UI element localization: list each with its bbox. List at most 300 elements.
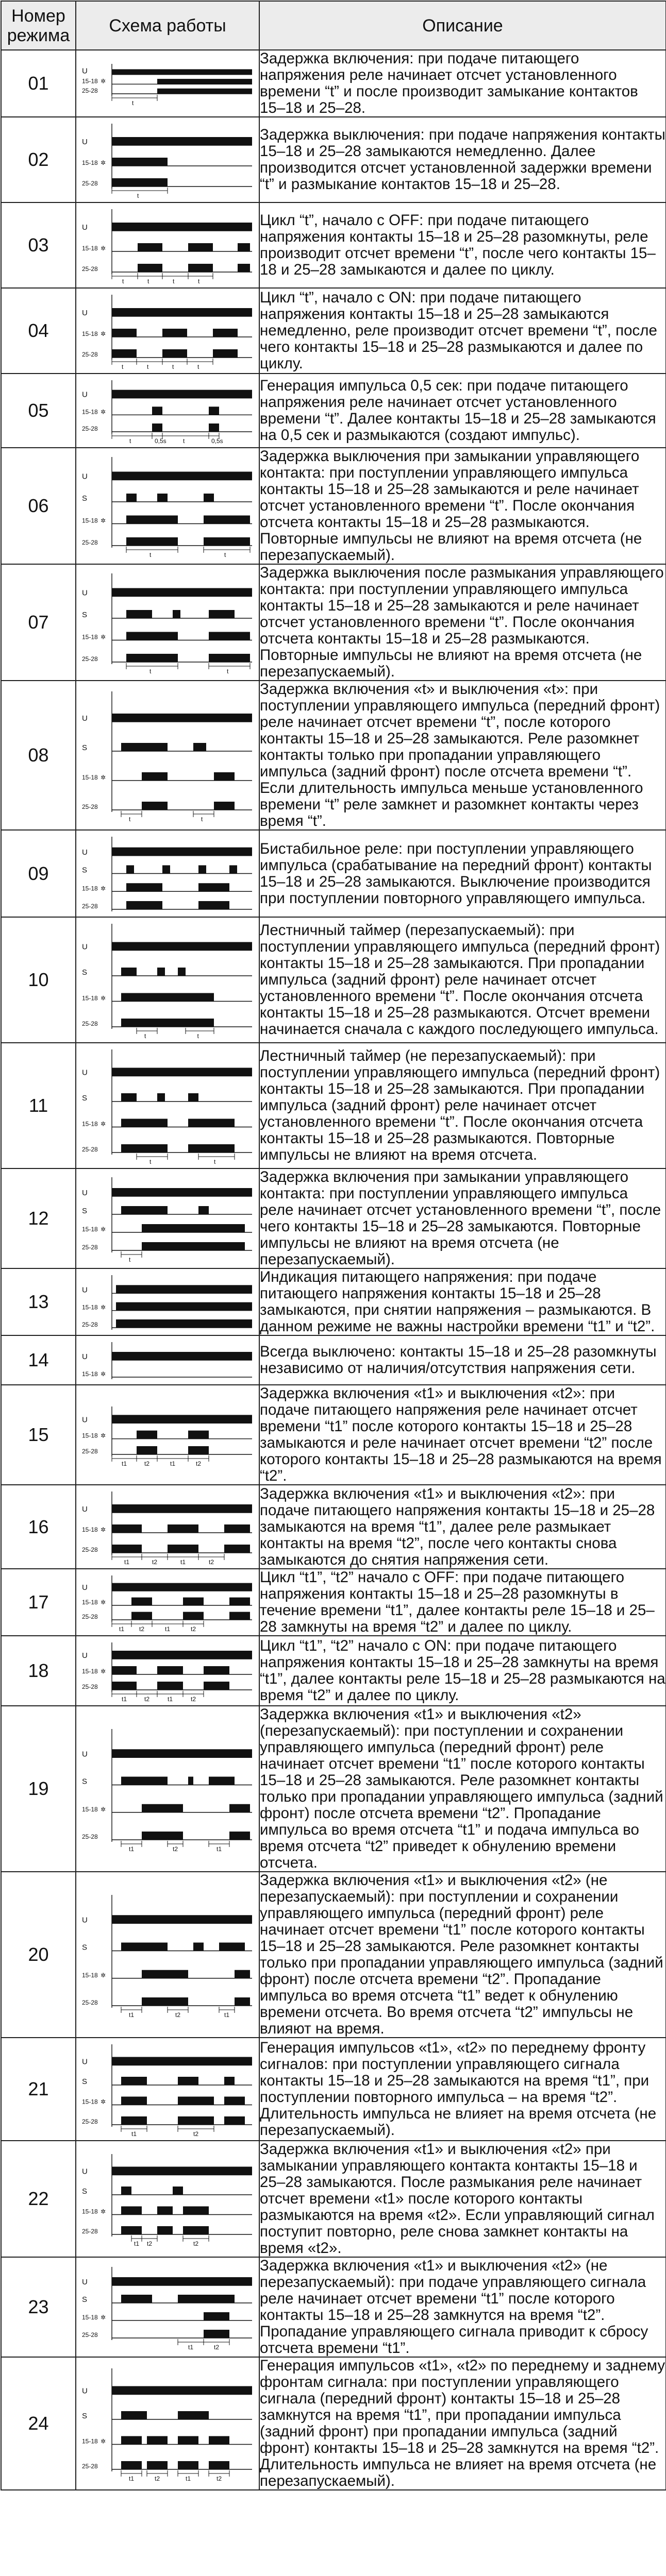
signal-bar-c25: [183, 1612, 204, 1620]
signal-label-s: S: [82, 2187, 88, 2196]
signal-bar-s: [178, 2411, 209, 2419]
signal-label-c25: 25-28: [82, 1683, 98, 1690]
time-label: t1: [129, 1845, 135, 1853]
timing-diagram: [80, 1725, 255, 1853]
mode-row: [1, 681, 666, 830]
time-label: t2: [144, 1460, 150, 1467]
mode-number: 03: [1, 202, 76, 288]
mode-number: 05: [1, 374, 76, 448]
signal-bar-c15: [209, 2436, 229, 2445]
mode-row: [1, 917, 666, 1043]
signal-label-c25: 25-28: [82, 1321, 98, 1328]
signal-bar-c15: [178, 2436, 198, 2445]
signal-bar-s: [121, 968, 137, 976]
relay-coil-icon: ✲: [101, 517, 106, 524]
mode-row: [1, 1569, 666, 1636]
signal-label-c15: 15-18: [82, 1370, 98, 1378]
signal-label-c15: 15-18: [82, 1432, 98, 1439]
signal-bar-s: [121, 1776, 168, 1785]
mode-row: [1, 1706, 666, 1872]
mode-scheme: [76, 1636, 259, 1706]
relay-coil-icon: ✲: [101, 1120, 106, 1128]
timing-diagram: [80, 1638, 255, 1703]
relay-coil-icon: ✲: [101, 1599, 106, 1606]
signal-bar-u: [112, 1749, 252, 1757]
signal-bar-c25: [137, 1446, 157, 1454]
time-label: 0,5s: [211, 437, 223, 445]
signal-label-c15: 15-18: [82, 1226, 98, 1233]
signal-label-c25: 25-28: [82, 1447, 98, 1455]
time-label: t2: [214, 2344, 220, 2351]
signal-bar-c25: [157, 1682, 183, 1690]
signal-bar-c25: [116, 1319, 252, 1328]
mode-description: Цикл “t”, начало с ON: при подаче питающего напряжения контакты 15–18 и 25–28 замыкаются немедленно, реле производит отсчет времени “t”, после чего контакты 15–18 и 25–28 размыкаются и далее по циклу.: [259, 288, 666, 374]
mode-scheme: [76, 202, 259, 288]
signal-bar-s: [121, 1942, 168, 1951]
mode-number: 14: [1, 1335, 76, 1385]
signal-label-c15: 15-18: [82, 2208, 98, 2215]
signal-label-c15: 15-18: [82, 633, 98, 641]
relay-coil-icon: ✲: [101, 633, 106, 641]
time-label: t: [149, 668, 152, 675]
mode-row: [1, 2141, 666, 2257]
signal-label-u: U: [82, 66, 88, 76]
signal-bar-c15: [142, 1970, 188, 1978]
signal-label-c25: 25-28: [82, 1833, 98, 1840]
mode-scheme: [76, 1872, 259, 2038]
time-label: t: [197, 1032, 199, 1040]
signal-bar-c25: [157, 89, 252, 94]
signal-label-u: U: [82, 2278, 88, 2286]
signal-bar-s: [219, 1942, 245, 1951]
mode-number: 23: [1, 2257, 76, 2357]
header-scheme: Схема работы: [76, 1, 259, 50]
mode-row: [1, 830, 666, 917]
signal-label-c15: 15-18: [82, 1805, 98, 1813]
signal-bar-s: [204, 494, 214, 502]
signal-label-s: S: [82, 2412, 88, 2420]
time-label: t2: [155, 2475, 160, 2482]
mode-description: Задержка включения «t1» и выключения «t2» (не перезапускаемый): при подаче управляющего сигнала реле начинает отсчет времени “t1” после которого контакты 15–18 и 25–28 замкнутся на время “t2”. Пропадание управляющего сигнала приводит к сбросу отсчета времени “t1”.: [259, 2257, 666, 2357]
signal-bar-u: [112, 1504, 252, 1513]
signal-bar-c25: [224, 2116, 245, 2125]
relay-coil-icon: ✲: [101, 1526, 106, 1533]
mode-row: [1, 1385, 666, 1485]
signal-label-c25: 25-28: [82, 351, 98, 358]
signal-bar-c15: [121, 993, 157, 1002]
signal-bar-c15: [162, 329, 187, 337]
signal-bar-c25: [157, 2226, 173, 2234]
signal-label-c25: 25-28: [82, 903, 98, 910]
mode-description: Задержка выключения после размыкания управляющего контакта: при поступлении управляющего импульса контакты 15–18 и 25–28 замыкаются и реле начинает отсчет установленного времени “t”. После окончания отсчета контакты 15–18 и 25–28 размыкаются. Повторные импульсы не влияют на время отсчета (не перезапускаемый).: [259, 564, 666, 681]
signal-label-s: S: [82, 1094, 88, 1103]
mode-number: 12: [1, 1168, 76, 1268]
relay-coil-icon: ✲: [101, 1303, 106, 1311]
signal-bar-u: [112, 223, 252, 231]
mode-description: Генерация импульсов «t1», «t2» по переднему фронту сигналов: при поступлении управляющего сигнала контакты 15–18 и 25–28 замыкаются на время “t1”, при поступлении повторного импульса – на время “t2”. Длительность импульса не влияет на время отсчета (не перезапускаемый).: [259, 2038, 666, 2141]
signal-label-u: U: [82, 714, 88, 723]
mode-number: 18: [1, 1636, 76, 1706]
mode-number: 20: [1, 1872, 76, 2038]
signal-label-c25: 25-28: [82, 265, 98, 273]
signal-bar-s: [178, 2295, 235, 2303]
signal-bar-s: [173, 610, 180, 618]
signal-label-s: S: [82, 2295, 88, 2304]
signal-bar-u: [112, 2386, 252, 2395]
mode-description: Цикл “t”, начало с OFF: при подаче питающего напряжения контакты 15–18 и 25–28 разомкнуты, реле производит отсчет времени “t”, после чего контакты 15–18 и 25–28 замыкаются и далее по циклу.: [259, 202, 666, 288]
signal-bar-c25: [204, 2330, 229, 2338]
signal-bar-s: [121, 2187, 131, 2195]
time-label: t2: [147, 2240, 153, 2247]
signal-bar-u: [112, 2167, 252, 2175]
mode-description: Задержка включения «t1» и выключения «t2» (не перезапускаемый): при поступлении и сохранении управляющего импульса (передний фронт) реле начинает отсчет времени “t1” после которого контакты 15–18 и 25–28 замыкаются. Реле разомкнет контакты только при пропадании управляющего импульса (задний фронт) после отсчета времени “t2”. Пропадание импульса во время отсчета “t1” ведет к обнулению времени отсчета. Во время отсчета “t2” импульсы не влияют на время.: [259, 1872, 666, 2038]
signal-bar-s: [188, 1093, 198, 1101]
signal-label-c15: 15-18: [82, 330, 98, 337]
relay-coil-icon: ✲: [101, 159, 106, 166]
signal-bar-c15: [142, 772, 168, 781]
mode-row: [1, 374, 666, 448]
mode-description: Бистабильное реле: при поступлении управляющего импульса (срабатывание на передний фронт) контакты 15–18 и 25–28 замыкаются. Выключение производится при поступлении повторного управляющего импульса.: [259, 830, 666, 917]
signal-bar-c15: [157, 1666, 183, 1674]
relay-coil-icon: ✲: [101, 2098, 106, 2106]
mode-description: Задержка включения «t1» и выключения «t2» при замыкании управляющего контакта контакты 15–18 и 25–28 замыкаются. После размыкания реле начинает отсчет времени «t1» после которого контакты размыкаются на время «t2». Если управляющий сигнал поступит повторно, реле снова замкнет контакты на время «t2».: [259, 2141, 666, 2257]
signal-label-u: U: [82, 1915, 88, 1924]
mode-scheme: [76, 917, 259, 1043]
signal-bar-u: [112, 2057, 252, 2065]
timing-diagram: [80, 2040, 255, 2138]
time-label: t: [173, 278, 175, 285]
signal-bar-s: [198, 866, 206, 874]
mode-scheme: [76, 288, 259, 374]
signal-label-s: S: [82, 866, 88, 875]
mode-number: 09: [1, 830, 76, 917]
mode-scheme: [76, 830, 259, 917]
signal-bar-c25: [229, 1832, 250, 1840]
signal-label-c25: 25-28: [82, 1020, 98, 1027]
mode-description: Задержка включения: при подаче питающего напряжения реле начинает отсчет установленного времени “t” и после производит замыкание контактов 15–18 и 25–28.: [259, 50, 666, 117]
signal-bar-c25: [121, 1144, 168, 1153]
signal-label-s: S: [82, 1943, 88, 1952]
signal-bar-c15: [126, 883, 162, 891]
signal-bar-u: [112, 714, 252, 722]
time-label: t1: [180, 1558, 186, 1566]
time-label: t1: [129, 2011, 135, 2019]
mode-row: [1, 1636, 666, 1706]
signal-bar-c25: [152, 423, 162, 432]
signal-bar-u: [112, 1188, 252, 1196]
mode-description: Цикл “t1”, “t2” начало с ON: при подаче питающего напряжения контакты 15–18 и 25–28 замкнуты на время “t1”, далее контакты реле 15–18 и 25–28 размыкаются на время “t2” и далее по циклу.: [259, 1636, 666, 1706]
signal-bar-c15: [183, 2207, 209, 2215]
signal-label-u: U: [82, 1415, 88, 1424]
signal-bar-c15: [204, 1666, 229, 1674]
signal-bar-s: [178, 2077, 198, 2085]
signal-bar-s: [121, 2411, 147, 2419]
signal-bar-u: [112, 69, 252, 74]
timing-diagram: [80, 1571, 255, 1633]
time-label: t2: [139, 1625, 145, 1633]
mode-row: [1, 2257, 666, 2357]
time-label: t1: [134, 2240, 140, 2247]
signal-bar-c25: [213, 349, 238, 358]
relay-coil-icon: ✲: [101, 994, 106, 1002]
relay-coil-icon: ✲: [101, 1668, 106, 1675]
relay-coil-icon: ✲: [101, 2208, 106, 2215]
signal-bar-c25: [188, 264, 213, 272]
mode-description: Задержка включения «t1» и выключения «t2»: при подаче питающего напряжения реле начинает отсчет времени “t1” после которого контакты 15–18 и 25–28 замыкаются и реле начинает отсчет времени “t2” после которого контакты 15–18 и 25–28 размыкаются на время “t2”.: [259, 1385, 666, 1485]
relay-coil-icon: ✲: [101, 1432, 106, 1439]
mode-description: Индикация питающего напряжения: при подаче питающего напряжения контакты 15–18 и 25–28 замыкаются, при снятии напряжения – размыкаются. В данном режиме не важны настройки времени “t1” и “t2”.: [259, 1268, 666, 1335]
signal-label-c15: 15-18: [82, 245, 98, 252]
signal-bar-s: [126, 866, 134, 874]
signal-label-u: U: [82, 1583, 88, 1592]
relay-coil-icon: ✲: [101, 1226, 106, 1233]
timing-diagram: [80, 569, 255, 675]
signal-label-u: U: [82, 472, 88, 481]
signal-bar-s: [121, 743, 168, 751]
time-label: t: [172, 363, 174, 370]
signal-bar-s: [193, 1942, 204, 1951]
mode-description: Задержка включения «t1» и выключения «t2» (перезапускаемый): при поступлении и сохранении управляющего импульса (передний фронт) реле начинает отсчет времени “t1” после которого контакты 15–18 и 25–28 замыкаются. Реле разомкнет контакты только при пропадании управляющего импульса (задний фронт) после отсчета времени “t2”. Пропадание импульса во время отсчета “t1” и подача импульса во время отсчета “t2” приведет к обнулению времени отсчета.: [259, 1706, 666, 1872]
signal-label-u: U: [82, 1352, 88, 1361]
signal-bar-c15: [142, 1224, 245, 1232]
relay-coil-icon: ✲: [101, 885, 106, 892]
mode-description: Генерация импульсов «t1», «t2» по переднему и заднему фронтам сигнала: при поступлении управляющего сигнала (передний фронт) контакты 15–18 и 25–28 замкнутся на время “t1”, при пропадании импульса (задний фронт) при пропадании импульса (задний фронт) контакты 15–18 и 25–28 замкнутся на время “t2”. Длительность импульса не влияет на время отсчета (не перезапускаемый).: [260, 2357, 665, 2489]
signal-bar-c25: [235, 1997, 250, 2006]
mode-number: 08: [1, 681, 76, 830]
mode-number: 15: [1, 1385, 76, 1485]
signal-bar-c25: [142, 802, 168, 810]
signal-bar-s: [157, 968, 165, 976]
timing-diagram: [80, 2150, 255, 2248]
signal-bar-c25: [204, 537, 250, 546]
signal-label-c15: 15-18: [82, 994, 98, 1002]
mode-scheme: [76, 50, 259, 117]
signal-label-c15: 15-18: [82, 1120, 98, 1128]
signal-bar-c15: [188, 243, 213, 251]
mode-row: [1, 1043, 666, 1168]
time-label: t1: [131, 2130, 137, 2138]
mode-number: 19: [1, 1706, 76, 1872]
signal-bar-c25: [209, 654, 250, 662]
signal-label-u: U: [82, 1068, 88, 1077]
relay-coil-icon: ✲: [101, 330, 106, 337]
time-label: t: [147, 363, 149, 370]
time-label: t: [224, 551, 226, 558]
time-label: t1: [186, 2475, 191, 2482]
signal-label-c25: 25-28: [82, 539, 98, 546]
timing-diagram: [80, 291, 255, 371]
timing-diagram: [80, 687, 255, 823]
signal-bar-u: [112, 1068, 252, 1076]
signal-label-s: S: [82, 2077, 88, 2086]
signal-bar-c25: [209, 423, 219, 432]
mode-row: [1, 117, 666, 202]
time-label: t1: [119, 1625, 125, 1633]
mode-row: [1, 50, 666, 117]
signal-bar-c15: [147, 2436, 168, 2445]
signal-bar-c25: [209, 2461, 229, 2469]
signal-label-s: S: [82, 1207, 88, 1215]
mode-number: 10: [1, 917, 76, 1043]
signal-bar-c15: [183, 1598, 204, 1605]
mode-row: [1, 1872, 666, 2038]
signal-bar-s: [126, 610, 152, 618]
timing-diagram: [80, 1271, 255, 1333]
time-label: t1: [168, 1696, 173, 1703]
modes-document: [0, 1, 666, 2576]
relay-coil-icon: ✲: [101, 408, 106, 416]
timing-diagram: [80, 833, 255, 914]
signal-bar-c25: [126, 537, 178, 546]
signal-bar-u: [112, 942, 252, 951]
signal-label-u: U: [82, 1651, 88, 1660]
signal-bar-c15: [178, 2097, 214, 2105]
signal-label-c25: 25-28: [82, 655, 98, 663]
time-label: t2: [152, 1558, 158, 1566]
header-mode-number: Номер режима: [1, 1, 76, 50]
signal-bar-c25: [188, 1144, 235, 1153]
timing-diagram: [80, 376, 255, 445]
mode-scheme: [76, 2357, 259, 2490]
signal-label-c15: 15-18: [82, 408, 98, 416]
signal-bar-c25: [112, 1682, 137, 1690]
signal-label-c25: 25-28: [82, 1146, 98, 1153]
signal-bar-u: [112, 1651, 252, 1659]
timing-diagram: [80, 920, 255, 1040]
signal-bar-c15: [116, 1302, 252, 1311]
signal-bar-c25: [198, 901, 229, 909]
signal-label-u: U: [82, 1285, 88, 1295]
signal-label-u: U: [82, 588, 88, 598]
signal-label-c15: 15-18: [82, 517, 98, 524]
signal-bar-c15: [188, 1430, 209, 1438]
signal-label-u: U: [82, 309, 88, 317]
signal-bar-c15: [112, 329, 137, 337]
mode-number: 11: [1, 1043, 76, 1168]
signal-label-c15: 15-18: [82, 1599, 98, 1606]
signal-label-u: U: [82, 1189, 88, 1197]
header-description: Описание: [259, 1, 666, 50]
relay-coil-icon: ✲: [101, 245, 106, 252]
signal-bar-c15: [157, 2207, 173, 2215]
timing-diagram: [80, 1402, 255, 1468]
timing-diagram: [80, 2364, 255, 2483]
signal-bar-c25: [204, 1682, 229, 1690]
signal-bar-c15: [209, 406, 219, 415]
signal-bar-c15: [168, 1524, 198, 1533]
mode-description: Всегда выключено: контакты 15–18 и 25–28 разомкнуты независимо от наличия/отсутствия напряжения сети.: [259, 1335, 666, 1385]
time-label: t1: [122, 1460, 127, 1467]
mode-scheme: [76, 1569, 259, 1636]
mode-number: 17: [1, 1569, 76, 1636]
signal-bar-s: [198, 1206, 209, 1214]
relay-coil-icon: ✲: [101, 2437, 106, 2445]
mode-scheme: [76, 1485, 259, 1569]
signal-bar-c15: [142, 1804, 183, 1812]
signal-bar-c25: [121, 2226, 142, 2234]
signal-bar-u: [112, 137, 252, 145]
signal-label-u: U: [82, 390, 88, 399]
signal-bar-s: [173, 2187, 183, 2195]
time-label: t: [149, 551, 152, 558]
signal-label-u: U: [82, 848, 88, 857]
mode-scheme: [76, 448, 259, 564]
time-label: t: [197, 363, 199, 370]
signal-label-c15: 15-18: [82, 885, 98, 892]
signal-bar-s: [229, 866, 237, 874]
mode-scheme: [76, 2038, 259, 2141]
time-label: t2: [209, 1558, 214, 1566]
mode-scheme: [76, 374, 259, 448]
signal-bar-s: [209, 610, 235, 618]
signal-bar-s: [162, 866, 170, 874]
timing-diagram: [80, 1338, 255, 1382]
time-label: t: [201, 816, 203, 823]
signal-bar-c15: [204, 516, 250, 524]
signal-bar-u: [112, 2277, 252, 2285]
time-label: t2: [196, 1460, 202, 1467]
signal-bar-c15: [126, 632, 178, 640]
signal-bar-c15: [198, 883, 229, 891]
signal-bar-c15: [224, 2097, 245, 2105]
mode-row: [1, 202, 666, 288]
signal-bar-s: [157, 1093, 165, 1101]
mode-number: 07: [1, 564, 76, 681]
signal-bar-c25: [229, 1612, 250, 1620]
time-label: t: [129, 437, 131, 445]
time-label: t1: [217, 1845, 222, 1853]
signal-label-u: U: [82, 138, 88, 146]
signal-bar-c15: [238, 243, 250, 251]
timing-diagram: [80, 205, 255, 285]
signal-bar-c15: [121, 1119, 168, 1127]
time-label: t1: [129, 2475, 135, 2482]
time-label: t1: [170, 1460, 176, 1467]
time-label: t: [129, 1256, 131, 1263]
signal-bar-c15: [188, 1119, 235, 1127]
mode-scheme: [76, 681, 259, 830]
signal-label-u: U: [82, 942, 88, 952]
signal-bar-c25: [121, 2116, 147, 2125]
signal-bar-s: [157, 494, 168, 502]
signal-bar-c25: [183, 2226, 209, 2234]
mode-row: [1, 448, 666, 564]
time-label: t: [198, 278, 200, 285]
signal-label-c25: 25-28: [82, 2118, 98, 2125]
signal-bar-s: [209, 1776, 235, 1785]
mode-description: Задержка выключения при замыкании управляющего контакта: при поступлении управляющего импульса контакты 15–18 и 25–28 замыкаются и реле начинает отсчет установленного времени “t”. После окончания отсчета контакты 15–18 и 25–28 размыкаются. Повторные импульсы не влияют на время отсчета (не перезапускаемый).: [259, 448, 666, 564]
signal-bar-c25: [142, 1832, 183, 1840]
signal-bar-c25: [188, 1446, 209, 1454]
mode-scheme: [76, 1335, 259, 1385]
mode-scheme: [76, 1043, 259, 1168]
time-label: 0,5s: [155, 437, 166, 445]
signal-bar-c15: [121, 2436, 142, 2445]
mode-row: [1, 1485, 666, 1569]
mode-description: Задержка включения при замыкании управляющего контакта: при поступлении управляющего импульса реле начинает отсчет установленного времени “t”, после чего контакты 15–18 и 25–28 замыкаются. Повторные импульсы не влияют на время отсчета (не перезапускаемый).: [259, 1168, 666, 1268]
signal-bar-u: [112, 472, 252, 480]
relay-coil-icon: ✲: [101, 1971, 106, 1979]
signal-label-u: U: [82, 1749, 88, 1758]
signal-bar-c15: [235, 1970, 250, 1978]
signal-label-u: U: [82, 2057, 88, 2066]
time-label: t: [147, 278, 149, 285]
mode-description: Генерация импульса 0,5 сек: при подаче питающего напряжения реле начинает отсчет установленного времени “t”. Далее контакты 15–18 и 25–28 замыкаются на 0,5 сек и размыкаются (создают импульс).: [259, 374, 666, 448]
mode-number: 04: [1, 288, 76, 374]
mode-row: [1, 1268, 666, 1335]
signal-label-u: U: [82, 223, 88, 232]
signal-bar-c15: [157, 993, 214, 1002]
